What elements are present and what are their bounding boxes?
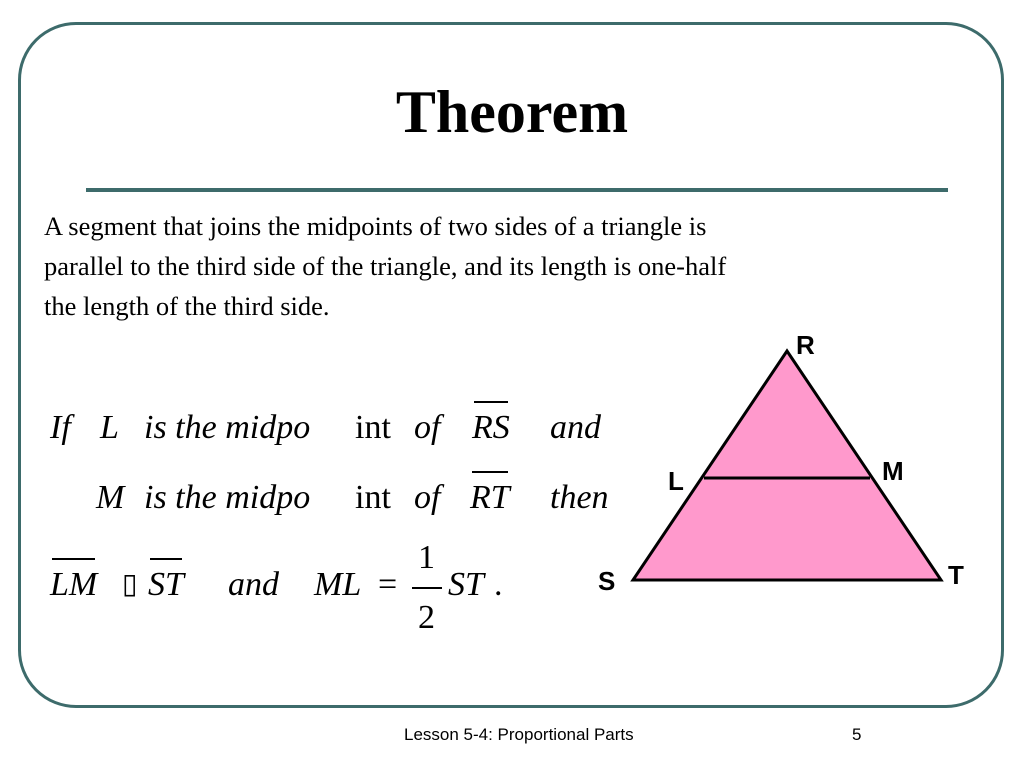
slide-title: Theorem <box>395 79 629 145</box>
word-and: and <box>550 409 601 446</box>
statement-line-2: parallel to the third side of the triangle, and its length is one-half <box>44 251 727 281</box>
vertex-label-t: T <box>948 560 964 590</box>
vertex-label-m: M <box>882 456 904 486</box>
word-of: of <box>414 479 441 516</box>
parallel-symbol: ▯ <box>122 569 138 600</box>
equals-sign: = <box>378 566 398 603</box>
footer-page-number: 5 <box>852 725 862 744</box>
vertex-label-l: L <box>668 466 684 496</box>
point-l: L <box>100 409 119 446</box>
segment-lm: LM <box>50 566 98 603</box>
segment-ml: ML <box>314 566 362 603</box>
word-of: of <box>414 409 441 446</box>
phrase-is-the-midpoint: is the midpo <box>144 479 311 516</box>
word-int: int <box>355 479 391 516</box>
vertex-label-s: S <box>598 566 616 596</box>
fraction-denominator: 2 <box>418 599 435 636</box>
vertex-label-r: R <box>796 330 815 360</box>
segment-st-rhs: ST <box>448 566 484 603</box>
point-m: M <box>96 479 125 516</box>
phrase-is-the-midpoint: is the midpo <box>144 409 311 446</box>
statement-line-1: A segment that joins the midpoints of two sides of a triangle is <box>44 211 707 241</box>
fraction-numerator: 1 <box>418 539 435 576</box>
segment-st: ST <box>148 566 184 603</box>
footer-lesson-title: Lesson 5-4: Proportional Parts <box>404 725 634 744</box>
word-int: int <box>355 409 391 446</box>
word-if: If <box>50 409 71 446</box>
statement-line-3: the length of the third side. <box>44 291 330 321</box>
period: . <box>494 566 503 603</box>
segment-rt: RT <box>470 479 510 516</box>
segment-rs: RS <box>472 409 510 446</box>
word-then: then <box>550 479 609 516</box>
word-and: and <box>228 566 279 603</box>
